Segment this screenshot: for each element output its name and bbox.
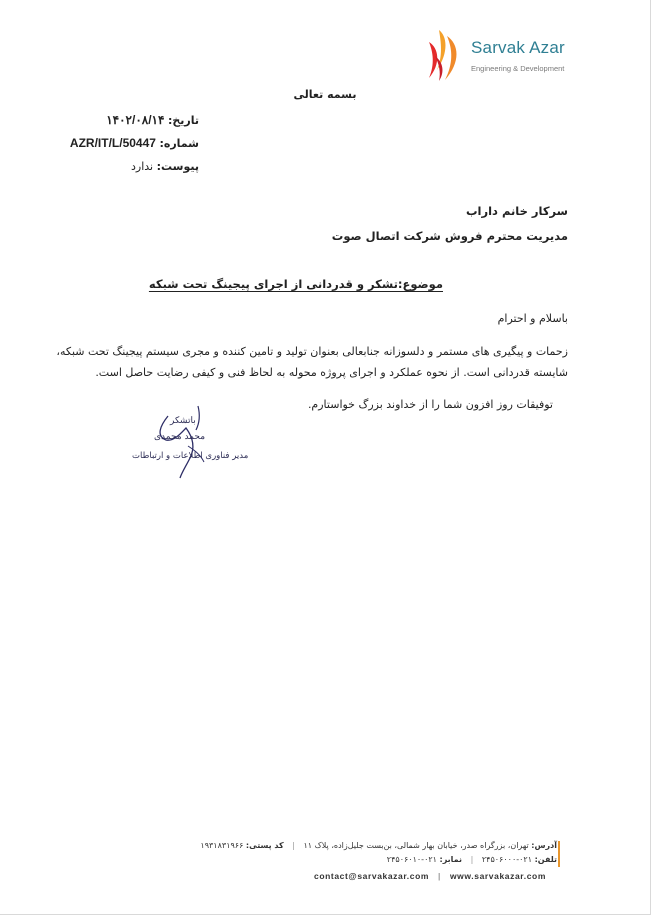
address-value: تهران، بزرگراه صدر، خیابان بهار شمالی، بن‌بست جلیل‌زاده، پلاک ۱۱ [303, 841, 529, 850]
fax-value: ۰۲۱-۲۴۵۰۶۰۱۰ [386, 855, 437, 864]
address-label: آدرس: [531, 841, 557, 850]
footer-address-row [200, 841, 557, 850]
recipient-name: سرکار خانم داراب [465, 204, 568, 218]
date-row [106, 113, 199, 127]
postal-value: ۱۹۳۱۸۳۱۹۶۶ [200, 841, 244, 850]
recipient-title: مدیریت محترم فروش شرکت اتصال صوت [331, 229, 568, 243]
signature-title: مدیر فناوری اطلاعات و ارتباطات [132, 451, 249, 461]
footer-separator: | [292, 841, 295, 850]
attachment-value: ندارد [131, 160, 154, 173]
body-paragraph-line-1: زحمات و پیگیری های مستمر و دلسوزانه جنابعالی بعنوان تولید و تامین کننده و مجری سیستم پیجینگ تحت شبکه، [56, 345, 568, 358]
handwritten-signature-icon [130, 402, 245, 482]
logo-mark-icon [425, 26, 467, 82]
number-row [70, 136, 199, 150]
footer-accent-bar [558, 841, 560, 867]
greeting: باسلام و احترام [497, 312, 568, 325]
attachment-row [131, 160, 199, 173]
phone-value: ۰۲۱-۲۴۵۰۶۰۰۰ [481, 855, 533, 864]
closing-line: توفیقات روز افزون شما را از خداوند بزرگ خواستارم. [307, 398, 553, 411]
postal-label: کد پستی: [245, 841, 284, 850]
fax-label: نمابر: [439, 855, 463, 864]
brand-tagline: Engineering & Development [471, 64, 565, 73]
attachment-label: پیوست: [156, 160, 199, 173]
number-value: AZR/IT/L/50447 [69, 136, 156, 150]
signature-block [130, 402, 249, 482]
number-label: شماره: [159, 137, 199, 150]
signature-thanks: باتشکر [170, 416, 196, 426]
contact-email-link[interactable]: contact@sarvakazar.com [314, 871, 430, 881]
footer-phone-row [387, 855, 557, 864]
company-logo [425, 26, 565, 82]
invocation-heading: بسمه تعالی [293, 88, 357, 101]
phone-label: تلفن: [534, 855, 557, 864]
website-link[interactable]: www.sarvakazar.com [449, 871, 546, 881]
signature-name: محمد محمدی [154, 432, 206, 442]
brand-name: Sarvak Azar [471, 38, 565, 57]
footer-separator: | [438, 871, 441, 881]
date-label: تاریخ: [167, 114, 199, 127]
date-value: ۱۴۰۲/۰۸/۱۴ [106, 113, 165, 127]
body-paragraph-line-2: شایسته قدردانی است. از نحوه عملکرد و اجرای پروژه محوله به لحاظ فنی و کیفی رضایت حاصل است. [95, 366, 568, 379]
footer-contact-row [314, 871, 554, 881]
footer-separator: | [470, 855, 474, 864]
subject-line: موضوع:تشکر و قدردانی از اجرای پیجینگ تحت شبکه [148, 277, 443, 291]
